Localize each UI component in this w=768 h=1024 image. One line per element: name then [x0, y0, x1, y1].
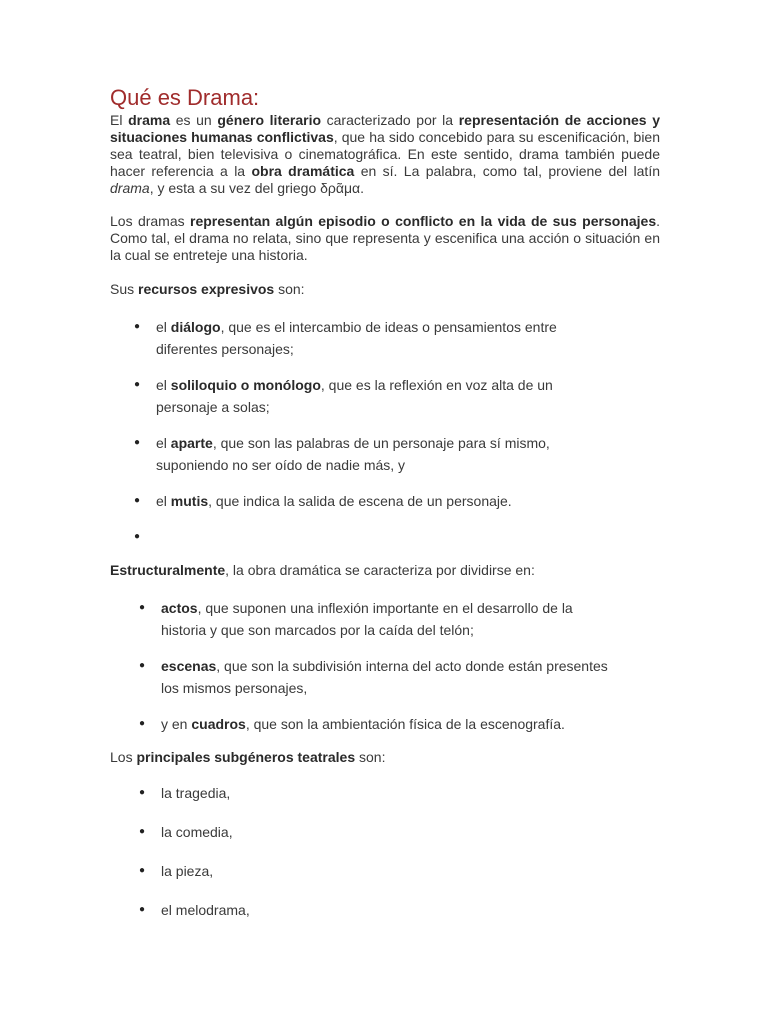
bullet-icon: ● — [139, 865, 146, 876]
list-item — [134, 432, 616, 476]
recursos-heading — [110, 281, 660, 298]
text: son: — [355, 749, 386, 765]
text: , que son la ambientación física de la escenografía. — [245, 716, 565, 732]
text: el — [156, 377, 171, 393]
bold-term: mutis — [170, 493, 209, 509]
text: la tragedia, — [161, 785, 231, 801]
page-title: Qué es Drama: — [110, 85, 260, 110]
list-item — [139, 782, 621, 804]
subgeneros-heading — [110, 749, 660, 766]
list-item — [139, 821, 621, 843]
text: la pieza, — [161, 863, 214, 879]
text: el melodrama, — [161, 902, 250, 918]
bold-term: cuadros — [191, 716, 246, 732]
list-item — [139, 655, 621, 699]
bold-term: drama — [128, 112, 171, 128]
bullet-icon: ● — [134, 495, 141, 506]
estructura-list — [139, 597, 621, 735]
empty-list-item — [134, 526, 616, 548]
article-content — [110, 84, 660, 938]
bold-term: Estructuralmente — [110, 562, 226, 578]
bullet-icon: ● — [134, 437, 141, 448]
dramas-paragraph — [110, 213, 660, 264]
estructura-heading — [110, 562, 660, 579]
text: Los — [110, 749, 137, 765]
text: , que indica la salida de escena de un personaje. — [208, 493, 512, 509]
text: El — [110, 112, 129, 128]
bullet-icon: ● — [139, 660, 146, 671]
list-item — [139, 597, 621, 641]
list-item — [134, 316, 616, 360]
text: el — [156, 319, 171, 335]
bold-term: representan algún episodio o conflicto en la vida de sus personajes — [190, 213, 657, 229]
text: el — [156, 435, 171, 451]
bold-term: escenas — [161, 658, 217, 674]
text: , que es la reflexión en voz alta de un personaje a solas; — [156, 377, 553, 415]
list-item — [134, 490, 616, 512]
bold-term: recursos expresivos — [138, 281, 275, 297]
bold-term: género literario — [217, 112, 322, 128]
bold-term: aparte — [170, 435, 213, 451]
text: en sí. La palabra, como tal, proviene del latín — [354, 163, 660, 179]
bold-term: actos — [161, 600, 198, 616]
text: y en — [161, 716, 192, 732]
text: es un — [170, 112, 218, 128]
list-item — [139, 860, 621, 882]
text: . Como tal, el drama no relata, sino que representa y escenifica una acción o situación en la cual se entreteje una historia. — [110, 213, 660, 263]
text: , que es el intercambio de ideas o pensamientos entre diferentes personajes; — [156, 319, 557, 357]
text: , y esta a su vez del griego δρᾶμα. — [149, 180, 365, 196]
subgeneros-list — [139, 782, 621, 921]
list-item — [139, 899, 621, 921]
italic-term: drama — [110, 180, 150, 196]
text: Sus — [110, 281, 139, 297]
text: , que son la subdivisión interna del acto donde están presentes los mismos personajes, — [161, 658, 608, 696]
bullet-icon: ● — [134, 321, 141, 332]
intro-paragraph — [110, 112, 660, 197]
text: , que suponen una inflexión importante en el desarrollo de la historia y que son marcados por la caída del telón; — [161, 600, 573, 638]
text: la comedia, — [161, 824, 233, 840]
text: son: — [274, 281, 305, 297]
recursos-list — [134, 316, 616, 548]
text: Los dramas — [110, 213, 191, 229]
list-item — [139, 713, 621, 735]
bullet-icon: ● — [139, 904, 146, 915]
bullet-icon: ● — [139, 602, 146, 613]
bullet-icon: ● — [139, 826, 146, 837]
bullet-icon: ● — [134, 531, 141, 542]
list-item — [134, 374, 616, 418]
bold-term: representación de acciones y situaciones humanas conflictivas — [110, 112, 661, 145]
text: , que son las palabras de un personaje para sí mismo, suponiendo no ser oído de nadie más, y — [156, 435, 550, 473]
bold-term: soliloquio o monólogo — [170, 377, 321, 393]
bullet-icon: ● — [139, 718, 146, 729]
bold-term: diálogo — [170, 319, 221, 335]
text: , la obra dramática se caracteriza por dividirse en: — [225, 562, 535, 578]
text: caracterizado por la — [321, 112, 459, 128]
text: , que ha sido concebido para su escenificación, bien sea teatral, bien televisiva o cinematográfica. En este sentido, drama también puede hacer referencia a la — [110, 129, 660, 179]
bullet-icon: ● — [134, 379, 141, 390]
bold-term: principales subgéneros teatrales — [136, 749, 356, 765]
text: el — [156, 493, 171, 509]
bullet-icon: ● — [139, 787, 146, 798]
bold-term: obra dramática — [251, 163, 355, 179]
